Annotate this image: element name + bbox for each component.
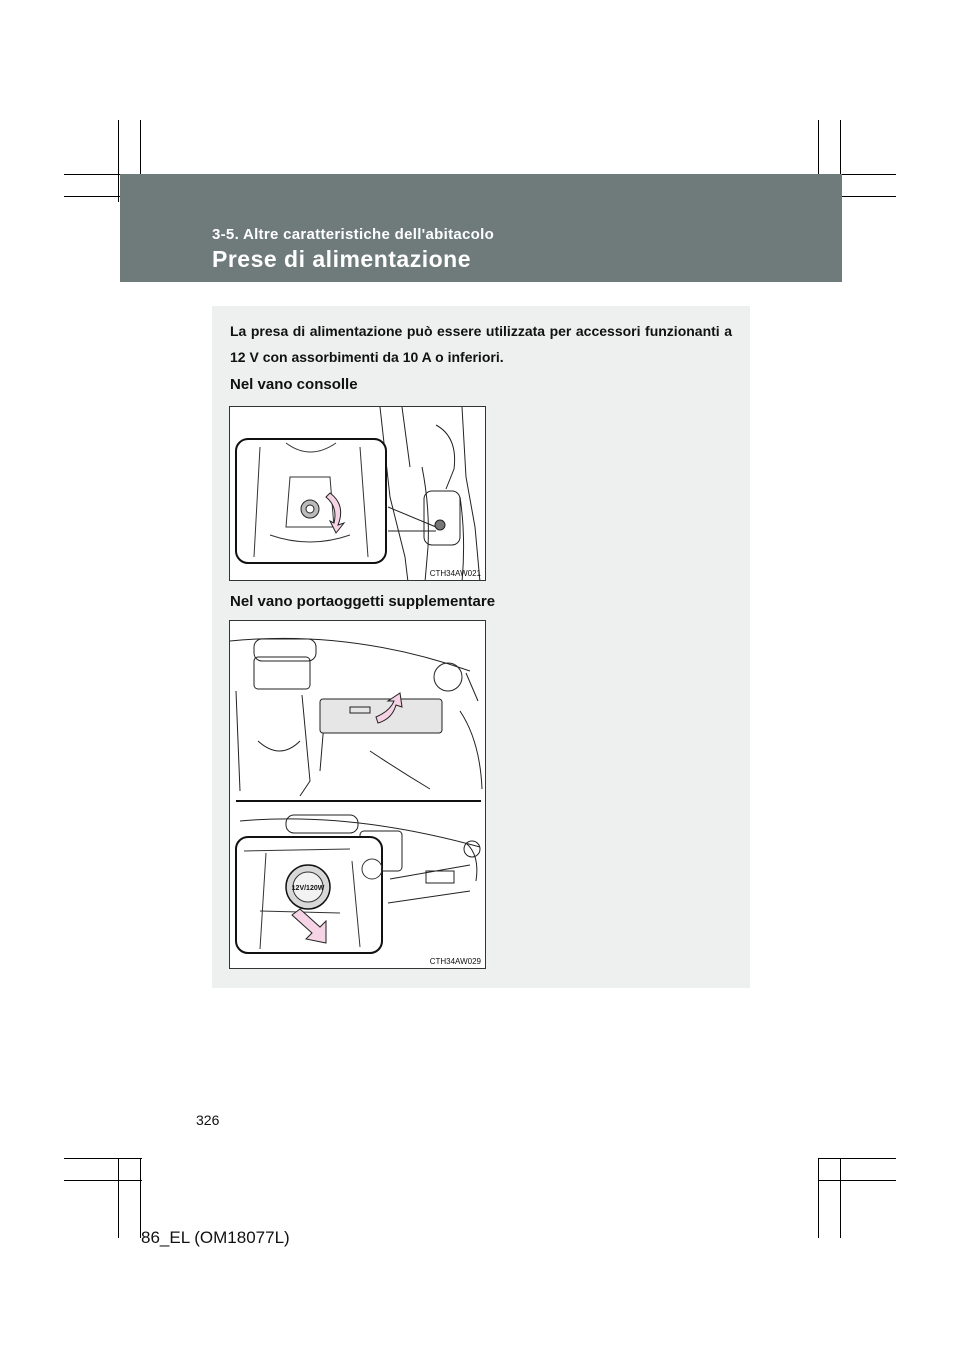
glovebox-illustration <box>230 621 486 969</box>
chapter-header <box>120 174 842 282</box>
console-figure <box>229 406 486 581</box>
crop-mark <box>118 120 119 202</box>
footer-code: 86_EL (OM18077L) <box>141 1228 290 1247</box>
page-number: 326 <box>196 1112 220 1128</box>
crop-mark <box>818 1158 819 1238</box>
figure-code: CTH34AW021 <box>429 569 481 578</box>
figure-heading-console: Nel vano consolle <box>230 376 358 393</box>
figure-code: CTH34AW029 <box>429 957 481 966</box>
console-illustration <box>230 407 486 581</box>
crop-mark <box>818 1180 896 1181</box>
crop-mark <box>64 1158 142 1159</box>
crop-mark <box>64 1180 142 1181</box>
figure-heading-glovebox: Nel vano portaoggetti supplementare <box>230 593 496 610</box>
crop-mark <box>840 1158 841 1238</box>
socket-label: 12V/120W <box>291 885 325 892</box>
page-title: Prese di alimentazione <box>212 246 471 272</box>
section-title: 3-5. Altre caratteristiche dell'abitacolo <box>212 226 495 243</box>
glovebox-figure <box>229 620 486 969</box>
crop-mark <box>140 1158 141 1238</box>
crop-mark <box>118 1158 119 1238</box>
intro-paragraph: La presa di alimentazione può essere utilizzata per accessori funzionanti a 12 V con assorbimenti da 10 A o inferiori. <box>230 323 732 365</box>
crop-mark <box>818 1158 896 1159</box>
